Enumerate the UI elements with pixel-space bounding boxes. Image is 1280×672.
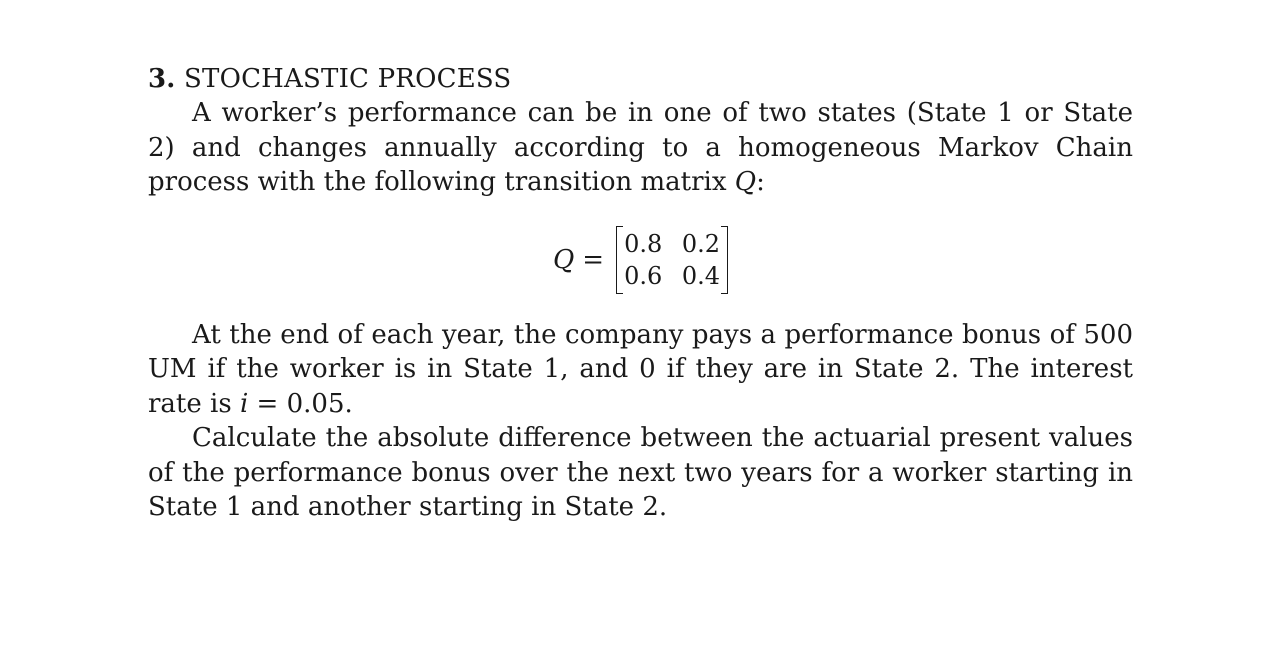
problem-heading — [148, 62, 1133, 96]
paragraph-intro — [148, 96, 1133, 200]
paragraph-question — [148, 421, 1133, 525]
transition-matrix-equation — [148, 224, 1133, 296]
paragraph-intro-text: A worker’s performance can be in one of two states (State 1 or State 2) and changes annually according to a homogeneous Markov Chain process with the following transition matrix — [148, 98, 1133, 197]
problem-page — [148, 62, 1133, 525]
paragraph-intro-tail: : — [756, 167, 765, 197]
equation-lhs: Q — [552, 244, 575, 275]
paragraph-bonus — [148, 318, 1133, 422]
equals-sign: = — [582, 244, 605, 275]
paragraph-bonus-text: At the end of each year, the company pays a performance bonus of 500 UM if the worker is in State 1, and 0 if they are in State 2. The interest rate is — [148, 319, 1133, 419]
interest-symbol: i — [239, 388, 249, 419]
matrix-row — [624, 260, 720, 292]
matrix-symbol: Q — [734, 167, 757, 197]
problem-number: 3. — [148, 64, 176, 94]
matrix-cell: 0.4 — [681, 261, 721, 290]
paragraph-question-text: Calculate the absolute difference between the actuarial present values of the performance bonus over the next two years for a worker starting in State 1 and another starting in State 2. — [148, 423, 1133, 522]
problem-title: STOCHASTIC PROCESS — [184, 64, 512, 94]
matrix-cell: 0.8 — [624, 229, 663, 258]
matrix-row — [624, 228, 720, 260]
transition-matrix — [616, 226, 728, 294]
matrix-cell: 0.2 — [681, 229, 721, 258]
paragraph-bonus-tail: = 0.05. — [248, 388, 353, 419]
matrix-cell: 0.6 — [624, 261, 663, 290]
